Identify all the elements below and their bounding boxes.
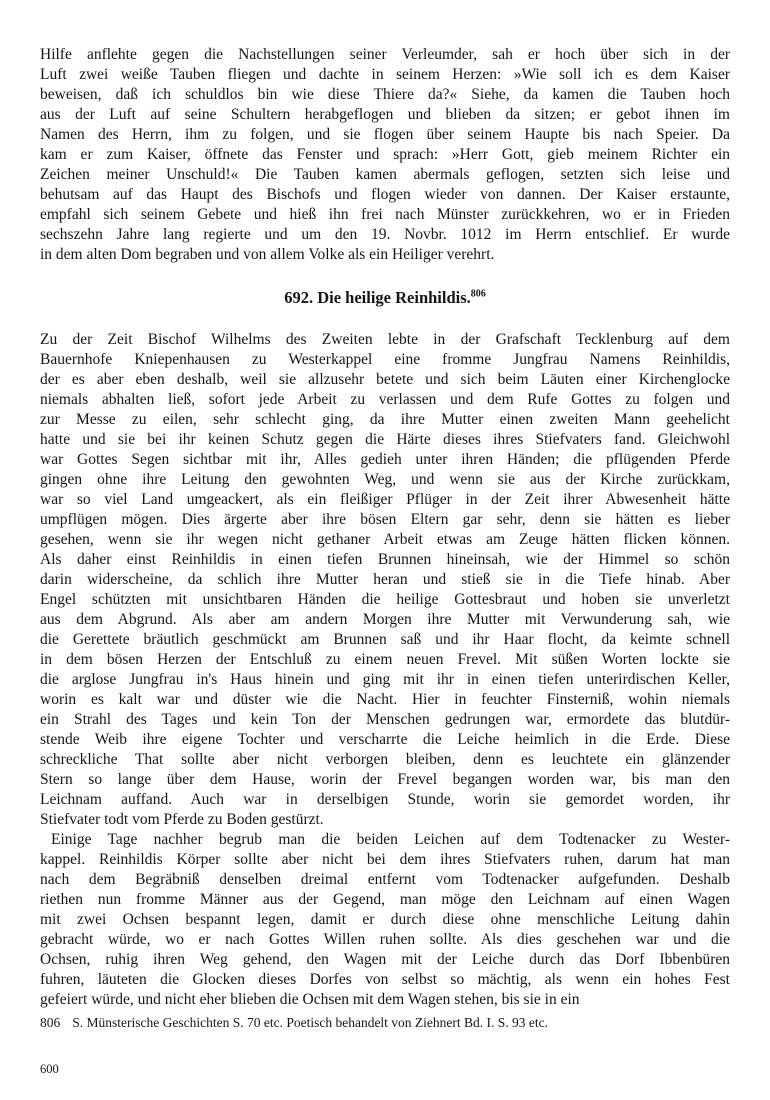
text-line: Luft zwei weiße Tauben fliegen und dachte in seinem Herzen: »Wie soll ich es dem Kaiser xyxy=(40,66,730,83)
text-line: war Gottes Segen sichtbar mit ihr, Alles gedieh unter ihren Händen; die pflügenden Pferde xyxy=(40,451,730,468)
text-line: der es aber eben deshalb, weil sie allzusehr betete und sich beim Läuten einer Kirchenglocke xyxy=(40,371,730,388)
footnote-marker: 806 xyxy=(40,1015,61,1030)
text-line: gebracht würde, wo er nach Gottes Willen ruhen sollte. Als dies geschehen war und die xyxy=(40,931,730,948)
text-line: Ochsen, ruhig ihren Weg gehend, den Wagen mit der Leiche durch das Dorf Ibbenbüren xyxy=(40,951,730,968)
text-line: gingen ohne ihre Leitung den gewohnten Weg, und wenn sie aus der Kirche zurückkam, xyxy=(40,471,730,488)
text-line: empfahl sich seinem Gebete und hieß ihn frei nach Münster zurückkehren, wo er in Frieden xyxy=(40,206,730,223)
text-line: Als daher einst Reinhildis in einen tiefen Brunnen hineinsah, wie der Himmel so schön xyxy=(40,551,730,568)
text-line: in dem bösen Herzen der Entschluß zu einem neuen Frevel. Mit süßen Worten lockte sie xyxy=(40,651,730,668)
text-line: Bauernhofe Kniepenhausen zu Westerkappel eine fromme Jungfrau Namens Reinhildis, xyxy=(40,351,730,368)
text-line: umpflügen mögen. Dies ärgerte aber ihre bösen Eltern gar sehr, denn sie hätten es lieber xyxy=(40,511,730,528)
text-line: in dem alten Dom begraben und von allem Volke als ein Heiliger verehrt. xyxy=(40,246,495,263)
paragraph-story-2 xyxy=(40,830,730,1010)
text-line: riethen nun fromme Männer aus der Gegend, man möge den Leichnam auf einen Wagen xyxy=(40,891,730,908)
footnote-text: S. Münsterische Geschichten S. 70 etc. Poetisch behandelt von Ziehnert Bd. I. S. 93 etc. xyxy=(72,1015,549,1030)
paragraph-story-1 xyxy=(40,330,730,830)
text-line: gefeiert würde, und nicht eher blieben die Ochsen mit dem Wagen stehen, bis sie in ein xyxy=(40,991,580,1008)
text-line: behutsam auf das Haupt des Bischofs und flogen wieder von dannen. Der Kaiser erstaunte, xyxy=(40,186,730,203)
footnote xyxy=(40,1014,730,1032)
text-line: nach dem Begräbniß denselben dreimal entfernt vom Todtenacker aufgefunden. Deshalb xyxy=(40,871,730,888)
text-line: stende Weib ihre eigene Tochter und verscharrte die Leiche heimlich in die Erde. Diese xyxy=(40,731,730,748)
text-line: sechszehn Jahre lang regierte und um den 19. Novbr. 1012 im Herrn entschlief. Er wurde xyxy=(40,226,730,243)
text-line: Hilfe anflehte gegen die Nachstellungen seiner Verleumder, sah er hoch über sich in der xyxy=(40,46,730,63)
text-line: kappel. Reinhildis Körper sollte aber nicht bei dem ihres Stiefvaters ruhen, darum hat man xyxy=(40,851,730,868)
text-line: hatte und sie bei ihr keinen Schutz gegen die Härte dieses ihres Stiefvaters fand. Gleichwohl xyxy=(40,431,730,448)
text-line: die Gerettete bräutlich geschmückt am Brunnen saß und ihr Haar flocht, da keimte schnell xyxy=(40,631,730,648)
text-line: aus der Luft auf seine Schultern herabgeflogen und blieben da sitzen; er gebot ihnen im xyxy=(40,106,730,123)
text-line: die arglose Jungfrau in's Haus hinein und ging mit ihr in einen tiefen unterirdischen Keller, xyxy=(40,671,730,688)
text-line: gesehen, wenn sie ihr wegen nicht gethaner Arbeit etwas am Zeuge hätten flicken können. xyxy=(40,531,730,548)
page-number: 600 xyxy=(40,1062,59,1076)
text-line: aus dem Abgrund. Als aber am andern Morgen ihre Mutter mit Verwunderung sah, wie xyxy=(40,611,730,628)
text-line: Stern so lange über dem Hause, worin der Frevel begangen worden war, bis man den xyxy=(40,771,730,788)
text-line: ein Strahl des Tages und kein Ton der Menschen gedrungen war, ermordete das blutdür- xyxy=(40,711,730,728)
text-line: Zu der Zeit Bischof Wilhelms des Zweiten lebte in der Grafschaft Tecklenburg auf dem xyxy=(40,331,730,348)
text-line: zur Messe zu eilen, sehr schlecht ging, da ihre Mutter einen zweiten Mann geehelicht xyxy=(40,411,730,428)
text-line: Zeichen meiner Unschuld!« Die Tauben kamen abermals geflogen, setzten sich leise und xyxy=(40,166,730,183)
footnote-reference: 806 xyxy=(470,288,486,300)
text-line: niemals abhalten ließ, sofort jede Arbeit zu verlassen und dem Rufe Gottes zu folgen und xyxy=(40,391,730,408)
text-line: Einige Tage nachher begrub man die beiden Leichen auf dem Todtenacker zu Wester- xyxy=(51,831,730,848)
text-line: mit zwei Ochsen bespannt legen, damit er durch diese ohne menschliche Leitung dahin xyxy=(40,911,730,928)
text-line: kam er zum Kaiser, öffnete das Fenster und sprach: »Herr Gott, gieb meinem Richter ein xyxy=(40,146,730,163)
text-line: war so viel Land umgeackert, als ein fleißiger Pflüger in der Zeit ihrer Abwesenheit hätte xyxy=(40,491,730,508)
paragraph-continuation xyxy=(40,45,730,265)
text-line: worin es kalt war und düster wie die Nacht. Hier in feuchter Finsterniß, wohin niemals xyxy=(40,691,730,708)
text-line: darin widerscheine, da schlich ihre Mutter heran und stieß sie in die Tiefe hinab. Aber xyxy=(40,571,730,588)
section-heading xyxy=(40,288,730,308)
text-line: Leichnam auffand. Auch war in derselbigen Stunde, worin sie gemordet worden, ihr xyxy=(40,791,730,808)
text-line: fuhren, läuteten die Glocken dieses Dorfes von selbst so mächtig, als wenn ein hohes Fest xyxy=(40,971,730,988)
section-heading-text: 692. Die heilige Reinhildis. xyxy=(284,288,471,307)
text-line: schreckliche That sollte aber nicht verborgen bleiben, denn es leuchtete ein glänzender xyxy=(40,751,730,768)
text-line: beweisen, daß ich schuldlos bin wie diese Thiere da?« Siehe, da kamen die Tauben hoch xyxy=(40,86,730,103)
text-line: Engel schützten mit unsichtbaren Händen die heilige Gottesbraut und hoben sie unverletzt xyxy=(40,591,730,608)
text-line: Namen des Herrn, ihm zu folgen, und sie flogen über seinem Haupte bis nach Speier. Da xyxy=(40,126,730,143)
text-line: Stiefvater todt vom Pferde zu Boden gestürzt. xyxy=(40,811,324,828)
